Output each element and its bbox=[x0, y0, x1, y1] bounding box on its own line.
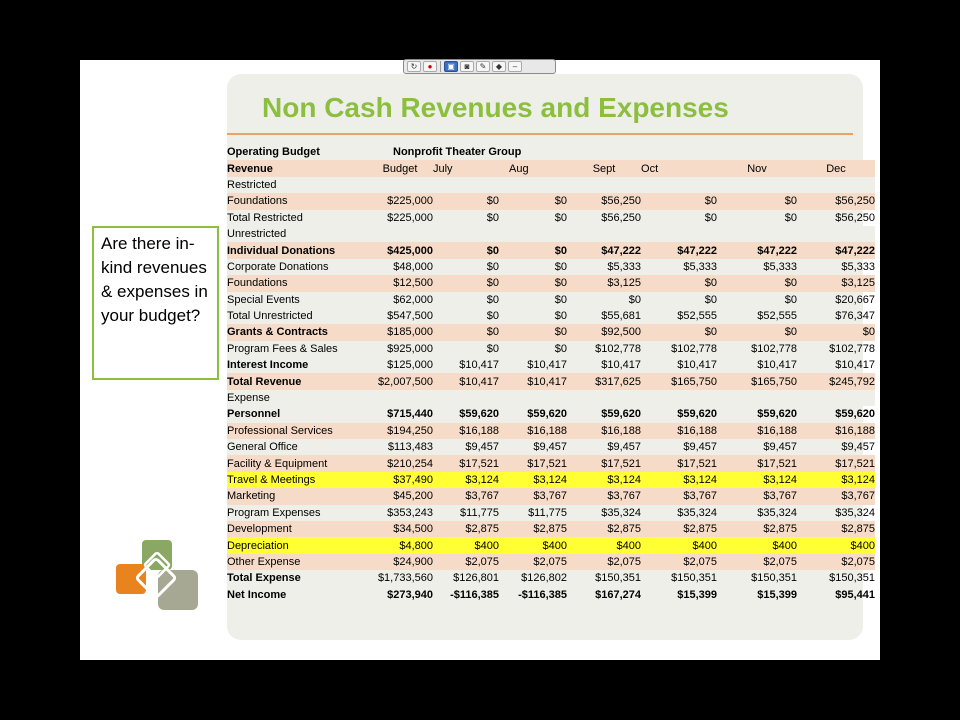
cell-value: $59,620 bbox=[835, 408, 876, 421]
refresh-icon[interactable]: ↻ bbox=[407, 61, 421, 72]
cell-value bbox=[367, 226, 433, 242]
cell-value: $45,200 bbox=[367, 488, 433, 504]
table-row bbox=[227, 390, 875, 406]
cell-value: $0 bbox=[486, 260, 499, 273]
table-row bbox=[227, 324, 875, 340]
cell-value: $0 bbox=[704, 293, 718, 306]
table-row bbox=[227, 554, 875, 570]
cell-value bbox=[567, 390, 641, 406]
cell-value: $0 bbox=[433, 275, 499, 291]
cell-value: $92,500 bbox=[567, 324, 641, 340]
cell-value: $0 bbox=[797, 324, 875, 340]
cell-value: $2,075 bbox=[499, 554, 567, 570]
table-row bbox=[227, 537, 875, 553]
cell-value: $125,000 bbox=[387, 359, 433, 372]
cell-value: $0 bbox=[433, 324, 499, 340]
table-row bbox=[227, 587, 875, 603]
cell-value: $17,521 bbox=[433, 455, 499, 471]
cell-value: $400 bbox=[499, 537, 567, 553]
cell-value: $2,007,500 bbox=[367, 373, 433, 389]
cell-value: $10,417 bbox=[459, 359, 499, 372]
cell-value: $0 bbox=[486, 211, 499, 224]
cell-value bbox=[499, 226, 567, 242]
logo-square-orange bbox=[116, 564, 146, 594]
column-header: Sept bbox=[567, 160, 641, 176]
cell-value: $0 bbox=[641, 275, 717, 291]
camera-icon[interactable]: ◙ bbox=[460, 61, 474, 72]
cell-value: $2,075 bbox=[717, 554, 797, 570]
cell-value: $3,124 bbox=[567, 472, 641, 488]
cell-value: $2,875 bbox=[717, 521, 797, 537]
cell-value: $2,875 bbox=[641, 521, 717, 537]
cell-value: $16,188 bbox=[567, 423, 641, 439]
cell-value: $102,778 bbox=[595, 342, 642, 355]
row-label: Interest Income bbox=[227, 359, 309, 372]
cell-value: $47,222 bbox=[567, 242, 641, 258]
screen-icon[interactable]: ▣ bbox=[444, 61, 458, 72]
row-label: Unrestricted bbox=[227, 226, 367, 242]
cell-value: $5,333 bbox=[607, 260, 642, 273]
table-row bbox=[227, 406, 875, 422]
cell-value: $400 bbox=[797, 537, 875, 553]
cell-value: $3,124 bbox=[797, 472, 875, 488]
cell-value: $150,351 bbox=[595, 572, 642, 585]
cell-value: $102,778 bbox=[751, 342, 798, 355]
cell-value: $400 bbox=[567, 537, 641, 553]
cell-value: $102,778 bbox=[829, 342, 876, 355]
cell-value: $12,500 bbox=[367, 275, 433, 291]
cell-value: $56,250 bbox=[567, 193, 641, 209]
column-header: Revenue bbox=[227, 160, 367, 176]
cell-value: $0 bbox=[486, 310, 499, 323]
cell-value: $3,767 bbox=[567, 488, 641, 504]
cell-value: $3,767 bbox=[717, 488, 797, 504]
column-header: Oct bbox=[641, 160, 717, 176]
cell-value: $150,351 bbox=[751, 572, 798, 585]
cell-value: $1,733,560 bbox=[377, 572, 433, 585]
cell-value bbox=[367, 177, 433, 193]
cell-value: $2,875 bbox=[797, 521, 875, 537]
slide-title: Non Cash Revenues and Expenses bbox=[262, 92, 729, 123]
cell-value bbox=[641, 390, 717, 406]
cell-value: $17,521 bbox=[567, 455, 641, 471]
table-row bbox=[227, 210, 875, 226]
row-label: Program Expenses bbox=[227, 506, 321, 519]
cell-value: $16,188 bbox=[717, 423, 797, 439]
row-label: Development bbox=[227, 521, 367, 537]
cell-value bbox=[717, 226, 797, 242]
cell-value: $113,483 bbox=[387, 441, 433, 454]
row-label: Special Events bbox=[227, 293, 300, 306]
cell-value: $2,875 bbox=[567, 521, 641, 537]
cell-value: $0 bbox=[554, 211, 568, 224]
column-header: Nov bbox=[717, 160, 797, 176]
cell-value: $3,767 bbox=[433, 488, 499, 504]
cell-value: $0 bbox=[641, 324, 717, 340]
row-label: Total Revenue bbox=[227, 373, 367, 389]
cell-value: $9,457 bbox=[533, 441, 568, 454]
table-row bbox=[227, 521, 875, 537]
cell-value bbox=[797, 226, 875, 242]
cell-value: $15,399 bbox=[757, 588, 798, 601]
table-title: Operating Budget bbox=[227, 146, 320, 159]
cell-value: $24,900 bbox=[367, 554, 433, 570]
cell-value bbox=[717, 177, 797, 193]
color-icon[interactable]: ◆ bbox=[492, 61, 506, 72]
cell-value bbox=[797, 390, 875, 406]
table-row bbox=[227, 570, 875, 586]
column-header: Budget bbox=[367, 160, 433, 176]
cell-value: $17,521 bbox=[717, 455, 797, 471]
minimize-icon[interactable]: – bbox=[508, 61, 522, 72]
table-row bbox=[227, 275, 875, 291]
cell-value: $9,457 bbox=[465, 441, 499, 454]
cell-value: $34,500 bbox=[367, 521, 433, 537]
cell-value: $167,274 bbox=[595, 588, 642, 601]
cell-value bbox=[433, 177, 499, 193]
cell-value: $35,324 bbox=[677, 506, 718, 519]
cell-value: $150,351 bbox=[671, 572, 718, 585]
column-header: July bbox=[433, 160, 499, 176]
cell-value: $35,324 bbox=[757, 506, 798, 519]
row-label: Total Restricted bbox=[227, 211, 303, 224]
cell-value: $5,333 bbox=[841, 260, 876, 273]
table-row bbox=[227, 292, 875, 308]
table-row bbox=[227, 259, 875, 275]
cell-value: $15,399 bbox=[677, 588, 718, 601]
cell-value: $0 bbox=[641, 193, 717, 209]
cell-value: $0 bbox=[784, 211, 798, 224]
row-label: Other Expense bbox=[227, 554, 367, 570]
table-row bbox=[227, 455, 875, 471]
cell-value bbox=[433, 390, 499, 406]
cell-value: $35,324 bbox=[601, 506, 642, 519]
cell-value bbox=[433, 226, 499, 242]
column-header-row bbox=[227, 160, 875, 176]
cell-value bbox=[567, 177, 641, 193]
cell-value: $0 bbox=[554, 310, 568, 323]
table-row bbox=[227, 193, 875, 209]
record-icon[interactable]: ● bbox=[423, 61, 437, 72]
cell-value: $17,521 bbox=[641, 455, 717, 471]
cell-value: $400 bbox=[433, 537, 499, 553]
budget-table bbox=[227, 144, 875, 603]
cell-value: $20,667 bbox=[835, 293, 876, 306]
cell-value: $400 bbox=[717, 537, 797, 553]
cell-value: $353,243 bbox=[387, 506, 433, 519]
cell-value: $3,125 bbox=[567, 275, 641, 291]
cell-value: $0 bbox=[717, 193, 797, 209]
logo bbox=[108, 534, 208, 620]
cell-value: $3,767 bbox=[641, 488, 717, 504]
cell-value: $56,250 bbox=[601, 211, 642, 224]
cell-value: $56,250 bbox=[797, 193, 875, 209]
row-label: Travel & Meetings bbox=[227, 472, 367, 488]
table-row bbox=[227, 439, 875, 455]
cell-value: $47,222 bbox=[797, 242, 875, 258]
row-label: General Office bbox=[227, 441, 298, 454]
cell-value: $425,000 bbox=[367, 242, 433, 258]
cell-value: $3,124 bbox=[433, 472, 499, 488]
cell-value: $225,000 bbox=[387, 211, 433, 224]
cell-value: $62,000 bbox=[393, 293, 433, 306]
cell-value: $16,188 bbox=[797, 423, 875, 439]
cell-value: $16,188 bbox=[641, 423, 717, 439]
cell-value: $2,875 bbox=[433, 521, 499, 537]
cell-value: $150,351 bbox=[829, 572, 876, 585]
cell-value: $5,333 bbox=[683, 260, 718, 273]
cell-value: $0 bbox=[499, 193, 567, 209]
cell-value: $10,417 bbox=[433, 373, 499, 389]
cell-value: $59,620 bbox=[677, 408, 718, 421]
toolbar-divider bbox=[440, 61, 441, 72]
cell-value: $0 bbox=[499, 324, 567, 340]
cell-value: $925,000 bbox=[387, 342, 433, 355]
table-row bbox=[227, 357, 875, 373]
cell-value: $3,124 bbox=[717, 472, 797, 488]
cell-value bbox=[567, 226, 641, 242]
cell-value: $95,441 bbox=[835, 588, 876, 601]
cell-value: $317,625 bbox=[567, 373, 641, 389]
cell-value: $0 bbox=[433, 193, 499, 209]
row-label: Expense bbox=[227, 390, 367, 406]
cell-value: $126,801 bbox=[453, 572, 499, 585]
cell-value: $10,417 bbox=[601, 359, 642, 372]
cell-value: $5,333 bbox=[763, 260, 798, 273]
row-label: Marketing bbox=[227, 488, 367, 504]
column-header: Aug bbox=[499, 160, 567, 176]
cell-value: $102,778 bbox=[671, 342, 718, 355]
cell-value: $76,347 bbox=[835, 310, 876, 323]
table-row bbox=[227, 242, 875, 258]
pencil-icon[interactable]: ✎ bbox=[476, 61, 490, 72]
cell-value bbox=[499, 390, 567, 406]
cell-value: $0 bbox=[704, 211, 718, 224]
title-divider bbox=[227, 133, 853, 135]
cell-value bbox=[367, 390, 433, 406]
cell-value: $59,620 bbox=[459, 408, 499, 421]
cell-value: $0 bbox=[717, 275, 797, 291]
cell-value: $165,750 bbox=[717, 373, 797, 389]
cell-value: $4,800 bbox=[367, 537, 433, 553]
cell-value bbox=[499, 177, 567, 193]
cell-value: $59,620 bbox=[757, 408, 798, 421]
cell-value: $35,324 bbox=[835, 506, 876, 519]
cell-value: $126,802 bbox=[521, 572, 568, 585]
cell-value: $0 bbox=[717, 324, 797, 340]
cell-value: $47,222 bbox=[641, 242, 717, 258]
cell-value: $17,521 bbox=[499, 455, 567, 471]
header-spacer bbox=[567, 144, 875, 160]
cell-value bbox=[641, 177, 717, 193]
table-row bbox=[227, 341, 875, 357]
organization-name: Nonprofit Theater Group bbox=[393, 146, 522, 159]
cell-value: $2,075 bbox=[797, 554, 875, 570]
cell-value: $52,555 bbox=[757, 310, 798, 323]
row-label: Professional Services bbox=[227, 423, 367, 439]
cell-value: $245,792 bbox=[797, 373, 875, 389]
cell-value: $47,222 bbox=[717, 242, 797, 258]
cell-value: $48,000 bbox=[393, 260, 433, 273]
cell-value: $52,555 bbox=[677, 310, 718, 323]
row-label: Corporate Donations bbox=[227, 260, 329, 273]
cell-value: $3,767 bbox=[499, 488, 567, 504]
recorder-toolbar bbox=[403, 59, 556, 74]
cell-value: $0 bbox=[784, 293, 798, 306]
row-label: Depreciation bbox=[227, 537, 367, 553]
cell-value: $0 bbox=[554, 342, 568, 355]
cell-value: $225,000 bbox=[367, 193, 433, 209]
cell-value: $10,417 bbox=[757, 359, 798, 372]
cell-value: $185,000 bbox=[367, 324, 433, 340]
cell-value: $0 bbox=[554, 260, 568, 273]
cell-value: $10,417 bbox=[677, 359, 718, 372]
cell-value: $2,875 bbox=[499, 521, 567, 537]
cell-value: $11,775 bbox=[460, 506, 499, 519]
cell-value: $0 bbox=[486, 342, 499, 355]
cell-value: $10,417 bbox=[835, 359, 876, 372]
row-label: Foundations bbox=[227, 275, 367, 291]
cell-value: $400 bbox=[641, 537, 717, 553]
cell-value: $56,250 bbox=[835, 211, 876, 224]
cell-value: $547,500 bbox=[387, 310, 433, 323]
row-label: Total Expense bbox=[227, 572, 301, 585]
cell-value: $0 bbox=[499, 275, 567, 291]
table-row bbox=[227, 505, 875, 521]
cell-value: $10,417 bbox=[499, 373, 567, 389]
question-callout: Are there in-kind revenues & expenses in your budget? bbox=[92, 226, 219, 380]
row-label: Individual Donations bbox=[227, 242, 367, 258]
cell-value: $0 bbox=[554, 293, 568, 306]
table-row bbox=[227, 373, 875, 389]
cell-value: $0 bbox=[433, 242, 499, 258]
cell-value: $16,188 bbox=[499, 423, 567, 439]
cell-value: $59,620 bbox=[527, 408, 568, 421]
cell-value: $3,125 bbox=[797, 275, 875, 291]
cell-value: $3,767 bbox=[797, 488, 875, 504]
cell-value: $9,457 bbox=[607, 441, 642, 454]
cell-value: $0 bbox=[499, 242, 567, 258]
cell-value: $273,940 bbox=[387, 588, 433, 601]
table-row bbox=[227, 226, 875, 242]
row-label: Net Income bbox=[227, 588, 287, 601]
cell-value: $0 bbox=[628, 293, 642, 306]
row-label: Foundations bbox=[227, 193, 367, 209]
row-label: Program Fees & Sales bbox=[227, 342, 338, 355]
cell-value: $10,417 bbox=[527, 359, 568, 372]
cell-value: -$116,385 bbox=[450, 588, 499, 601]
column-header: Dec bbox=[797, 160, 875, 176]
row-label: Grants & Contracts bbox=[227, 324, 367, 340]
cell-value: $0 bbox=[486, 293, 499, 306]
cell-value: $194,250 bbox=[367, 423, 433, 439]
cell-value: $55,681 bbox=[601, 310, 642, 323]
table-row bbox=[227, 488, 875, 504]
cell-value bbox=[641, 226, 717, 242]
row-label: Restricted bbox=[227, 177, 367, 193]
table-row bbox=[227, 472, 875, 488]
cell-value: $165,750 bbox=[641, 373, 717, 389]
table-row bbox=[227, 423, 875, 439]
cell-value: $2,075 bbox=[433, 554, 499, 570]
row-label: Total Unrestricted bbox=[227, 310, 313, 323]
cell-value: $9,457 bbox=[683, 441, 718, 454]
cell-value: $210,254 bbox=[367, 455, 433, 471]
cell-value: $17,521 bbox=[797, 455, 875, 471]
cell-value: $3,124 bbox=[641, 472, 717, 488]
cell-value: $11,775 bbox=[528, 506, 568, 519]
cell-value bbox=[797, 177, 875, 193]
cell-value: $37,490 bbox=[367, 472, 433, 488]
table-row bbox=[227, 308, 875, 324]
cell-value: $2,075 bbox=[641, 554, 717, 570]
cell-value: $9,457 bbox=[763, 441, 798, 454]
row-label: Facility & Equipment bbox=[227, 455, 367, 471]
table-header-row bbox=[227, 144, 875, 160]
cell-value: $59,620 bbox=[601, 408, 642, 421]
cell-value: $715,440 bbox=[387, 408, 433, 421]
cell-value: $3,124 bbox=[499, 472, 567, 488]
table-row bbox=[227, 177, 875, 193]
cell-value bbox=[717, 390, 797, 406]
cell-value: $9,457 bbox=[841, 441, 876, 454]
cell-value: -$116,385 bbox=[518, 588, 568, 601]
row-label: Personnel bbox=[227, 408, 281, 421]
cell-value: $2,075 bbox=[567, 554, 641, 570]
cell-value: $16,188 bbox=[433, 423, 499, 439]
